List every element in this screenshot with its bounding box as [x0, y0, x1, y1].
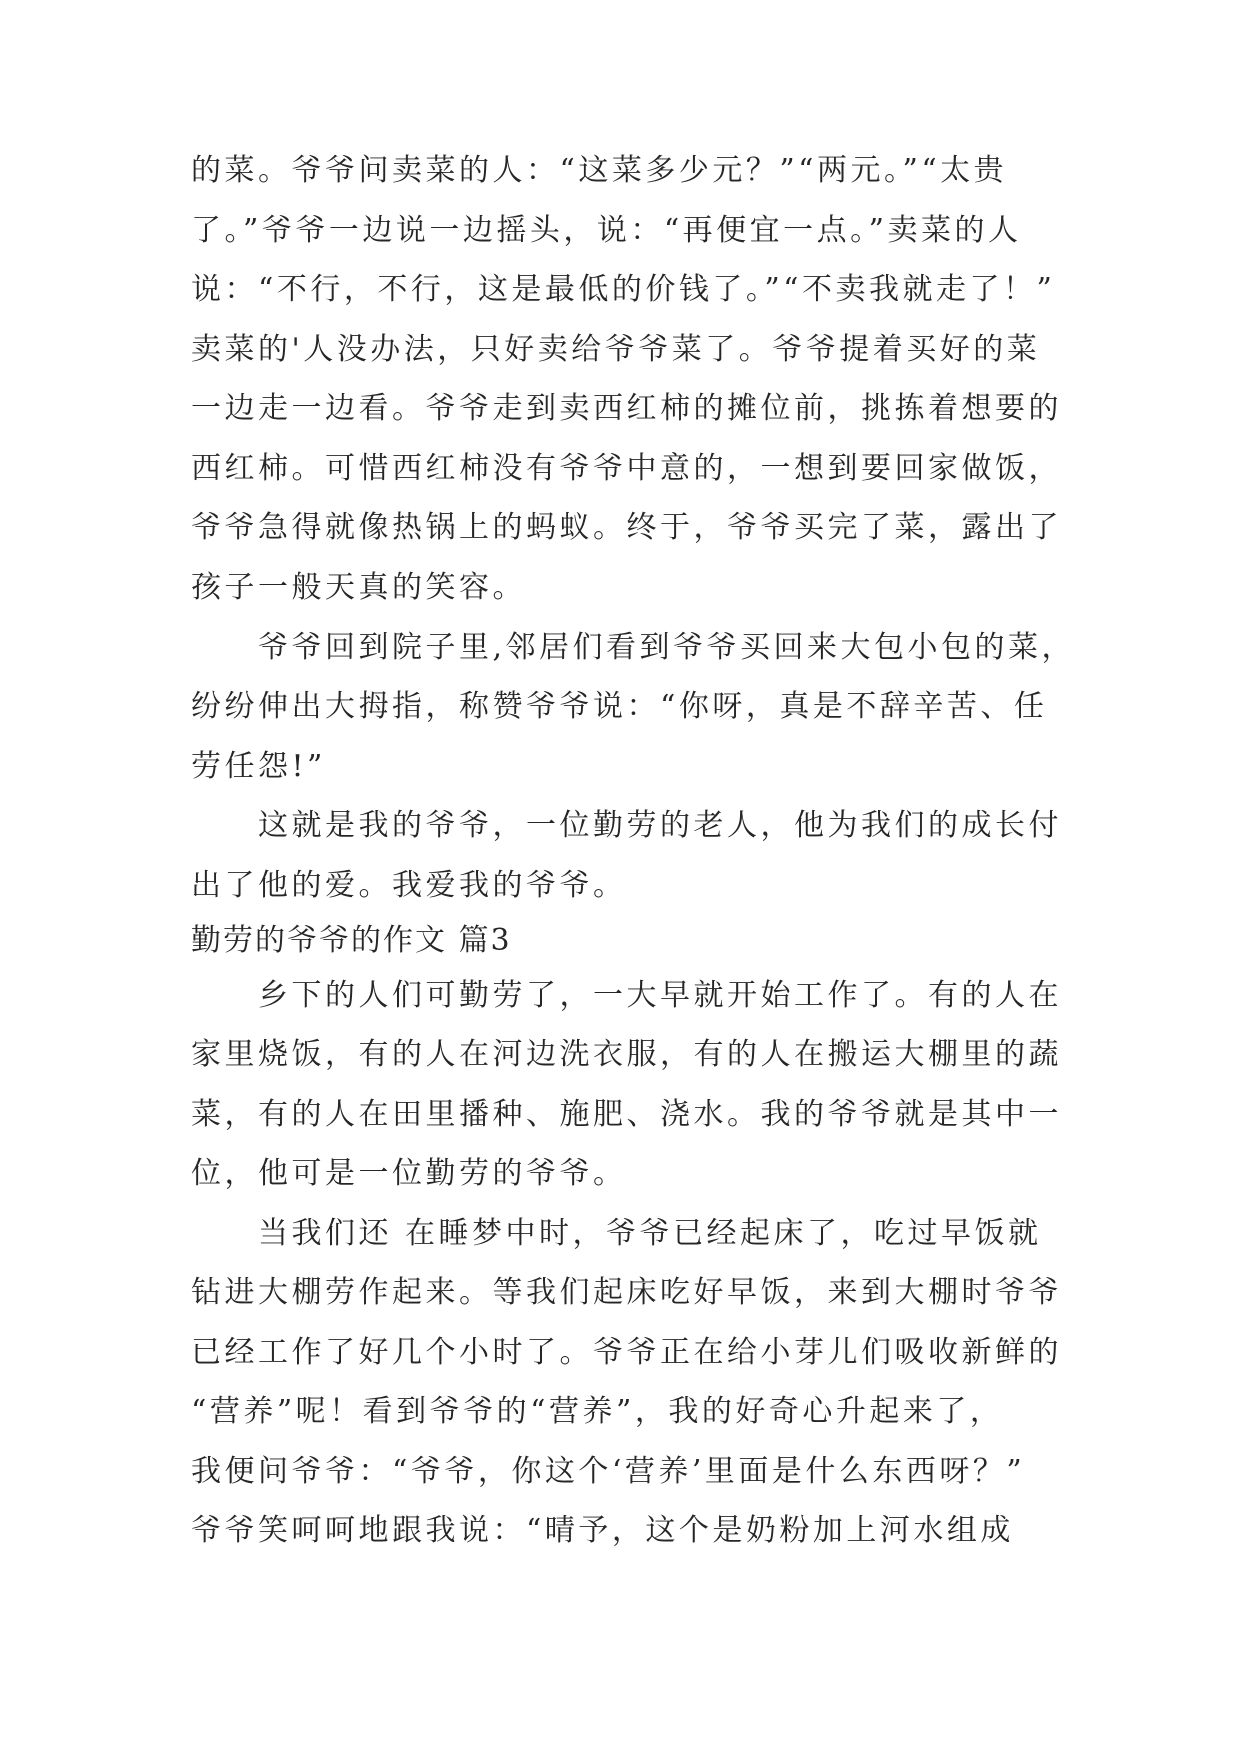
text-line: 家里烧饭，有的人在河边洗衣服，有的人在搬运大棚里的蔬: [191, 1037, 1062, 1072]
text-line: 出了他的爱。我爱我的爷爷。: [191, 868, 627, 903]
text-line: “营养”呢！看到爷爷的“营养”，我的好奇心升起来了，: [191, 1394, 1004, 1429]
text-line: 菜，有的人在田里播种、施肥、浇水。我的爷爷就是其中一: [191, 1097, 1062, 1132]
text-line: 爷爷急得就像热锅上的蚂蚁。终于，爷爷买完了菜，露出了: [191, 510, 1062, 545]
text-line: 这就是我的爷爷，一位勤劳的老人，他为我们的成长付: [191, 808, 1062, 843]
text-line: 爷爷回到院子里,邻居们看到爷爷买回来大包小包的菜，: [191, 630, 1076, 665]
text-line: 劳任怨!”: [191, 749, 326, 784]
text-line: 西红柿。可惜西红柿没有爷爷中意的，一想到要回家做饭，: [191, 451, 1062, 486]
text-line: 当我们还 在睡梦中时，爷爷已经起床了，吃过早饭就: [191, 1216, 1042, 1251]
text-line: 卖菜的'人没办法，只好卖给爷爷菜了。爷爷提着买好的菜: [191, 332, 1041, 367]
text-line: 的菜。爷爷问卖菜的人：“这菜多少元？”“两元。”“太贵: [191, 153, 1008, 188]
section-heading: 勤劳的爷爷的作文 篇3: [191, 923, 512, 958]
text-line: 钻进大棚劳作起来。等我们起床吃好早饭，来到大棚时爷爷: [191, 1275, 1062, 1310]
text-line: 爷爷笑呵呵地跟我说：“晴予，这个是奶粉加上河水组成: [191, 1513, 1014, 1548]
text-line: 一边走一边看。爷爷走到卖西红柿的摊位前，挑拣着想要的: [191, 391, 1062, 426]
text-line: 位，他可是一位勤劳的爷爷。: [191, 1156, 627, 1191]
text-line: 纷纷伸出大拇指，称赞爷爷说：“你呀，真是不辞辛苦、任: [191, 689, 1048, 724]
text-line: 孩子一般天真的笑容。: [191, 570, 526, 605]
text-line: 乡下的人们可勤劳了，一大早就开始工作了。有的人在: [191, 978, 1062, 1013]
text-line: 已经工作了好几个小时了。爷爷正在给小芽儿们吸收新鲜的: [191, 1335, 1062, 1370]
text-line: 了。”爷爷一边说一边摇头，说：“再便宜一点。”卖菜的人: [191, 213, 1022, 248]
text-line: 说：“不行，不行，这是最低的价钱了。”“不卖我就走了！”: [191, 272, 1056, 307]
text-line: 我便问爷爷：“爷爷，你这个‘营养’里面是什么东西呀？”: [191, 1454, 1026, 1489]
